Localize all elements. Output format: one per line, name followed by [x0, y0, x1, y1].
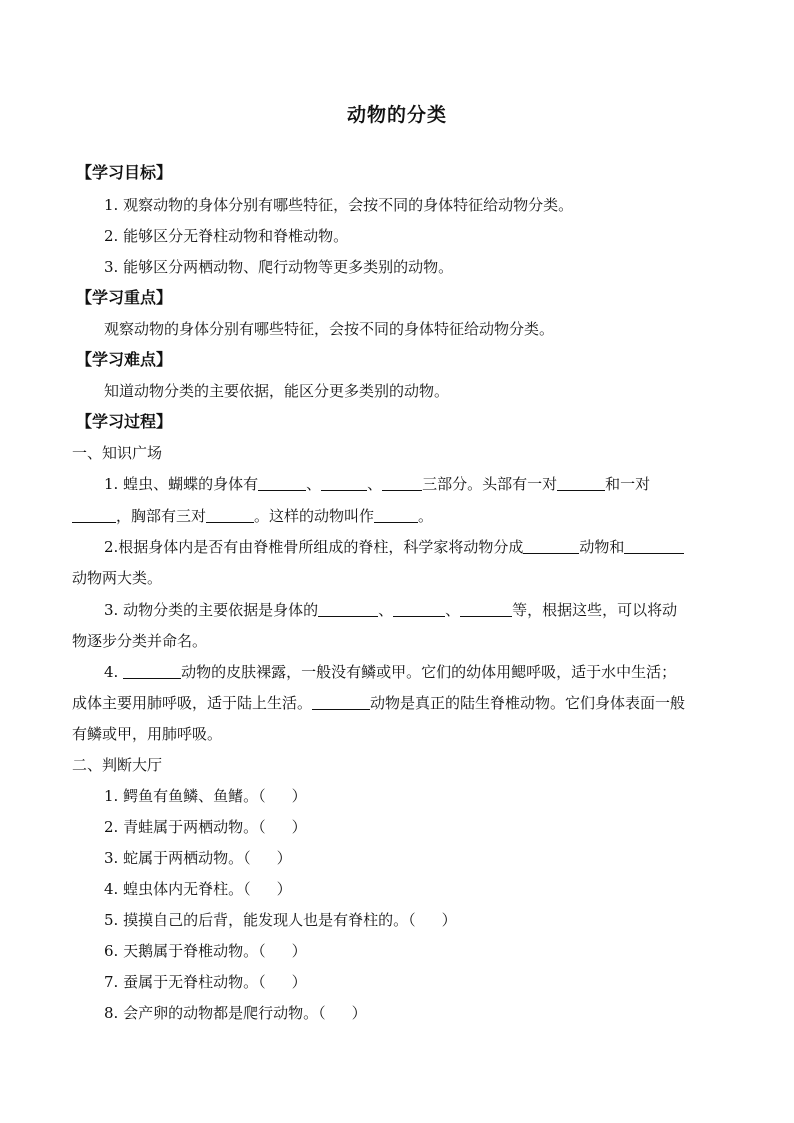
goal-item-3: 3. 能够区分两栖动物、爬行动物等更多类别的动物。 [104, 258, 454, 276]
q1-text-c: 、 [367, 475, 383, 493]
judgment-item-7 [104, 972, 307, 992]
question-2-line-2: 动物两大类。 [72, 569, 163, 587]
q2-blank-1[interactable] [523, 538, 579, 554]
difficulty-heading: 【学习难点】 [76, 350, 173, 369]
q3-text-c: 、 [445, 601, 461, 619]
question-4-line-3: 有鳞或甲，用肺呼吸。 [72, 725, 223, 743]
close-bracket: ） [291, 787, 307, 805]
question-3-line-1 [104, 600, 677, 620]
judgment-text: 8. 会产卵的动物都是爬行动物。（ [104, 1004, 326, 1022]
q1-text-e: 和一对 [605, 475, 651, 493]
q4-text-a: 4. [104, 663, 119, 681]
question-4-line-1 [104, 662, 676, 682]
q3-blank-2[interactable] [393, 601, 445, 617]
q2-text-b: 动物和 [579, 538, 625, 556]
question-4-line-2 [72, 693, 685, 713]
judgment-item-3 [104, 848, 292, 868]
question-1-line-2 [72, 506, 433, 526]
q1-blank-2[interactable] [321, 475, 367, 491]
question-1-line-1 [104, 474, 650, 494]
q4-text-d: 动物是真正的陆生脊椎动物。它们身体表面一般 [370, 694, 686, 712]
question-3-line-2: 物逐步分类并命名。 [72, 632, 208, 650]
q4-text-c: 成体主要用肺呼吸，适于陆上生活。 [72, 694, 313, 712]
q3-text-b: 、 [378, 601, 394, 619]
judgment-item-4 [104, 879, 292, 899]
q1-blank-5[interactable] [72, 507, 116, 523]
close-bracket: ） [351, 1004, 367, 1022]
difficulty-text: 知道动物分类的主要依据，能区分更多类别的动物。 [104, 382, 450, 400]
close-bracket: ） [291, 973, 307, 991]
judgment-text: 1. 鳄鱼有鱼鳞、鱼鳍。（ [104, 787, 266, 805]
q2-text-a: 2.根据身体内是否有由脊椎骨所组成的脊柱，科学家将动物分成 [104, 538, 524, 556]
question-2-line-1 [104, 537, 684, 557]
judgment-text: 7. 蚕属于无脊柱动物。（ [104, 973, 266, 991]
close-bracket: ） [276, 849, 292, 867]
judgment-text: 5. 摸摸自己的后背，能发现人也是有脊柱的。（ [104, 911, 416, 929]
process-heading: 【学习过程】 [76, 412, 173, 431]
goal-item-1: 1. 观察动物的身体分别有哪些特征，会按不同的身体特征给动物分类。 [104, 196, 574, 214]
judgment-text: 6. 天鹅属于脊椎动物。（ [104, 942, 266, 960]
q1-text-b: 、 [306, 475, 322, 493]
q1-text-a: 1. 蝗虫、蝴蝶的身体有 [104, 475, 259, 493]
q1-blank-7[interactable] [374, 507, 418, 523]
section-knowledge: 一、知识广场 [72, 444, 163, 462]
q1-text-g: 。这样的动物叫作 [254, 507, 375, 525]
judgment-item-5 [104, 910, 457, 930]
focus-text: 观察动物的身体分别有哪些特征，会按不同的身体特征给动物分类。 [104, 320, 555, 338]
q3-blank-1[interactable] [318, 601, 378, 617]
q4-blank-2[interactable] [312, 694, 370, 710]
goals-heading: 【学习目标】 [76, 163, 173, 182]
focus-heading: 【学习重点】 [76, 288, 173, 307]
judgment-text: 2. 青蛙属于两栖动物。（ [104, 818, 266, 836]
judgment-text: 4. 蝗虫体内无脊柱。（ [104, 880, 251, 898]
q1-text-d: 三部分。头部有一对 [422, 475, 558, 493]
judgment-item-8 [104, 1003, 367, 1023]
close-bracket: ） [441, 911, 457, 929]
q1-blank-6[interactable] [206, 507, 254, 523]
judgment-item-2 [104, 817, 307, 837]
q1-blank-3[interactable] [382, 475, 422, 491]
q3-text-a: 3. 动物分类的主要依据是身体的 [104, 601, 319, 619]
q1-text-h: 。 [418, 507, 434, 525]
q4-blank-1[interactable] [123, 663, 181, 679]
close-bracket: ） [291, 942, 307, 960]
page-title: 动物的分类 [346, 104, 447, 126]
close-bracket: ） [276, 880, 292, 898]
judgment-text: 3. 蛇属于两栖动物。（ [104, 849, 251, 867]
section-judgment: 二、判断大厅 [72, 756, 163, 774]
q2-blank-2[interactable] [624, 538, 684, 554]
close-bracket: ） [291, 818, 307, 836]
goal-item-2: 2. 能够区分无脊柱动物和脊椎动物。 [104, 227, 349, 245]
judgment-item-6 [104, 941, 307, 961]
q1-text-f: ，胸部有三对 [116, 507, 207, 525]
q1-blank-1[interactable] [258, 475, 306, 491]
q4-text-b: 动物的皮肤裸露，一般没有鳞或甲。它们的幼体用鳃呼吸，适于水中生活； [181, 663, 677, 681]
q1-blank-4[interactable] [557, 475, 605, 491]
q3-blank-3[interactable] [460, 601, 512, 617]
q3-text-d: 等，根据这些，可以将动 [512, 601, 678, 619]
judgment-item-1 [104, 786, 307, 806]
